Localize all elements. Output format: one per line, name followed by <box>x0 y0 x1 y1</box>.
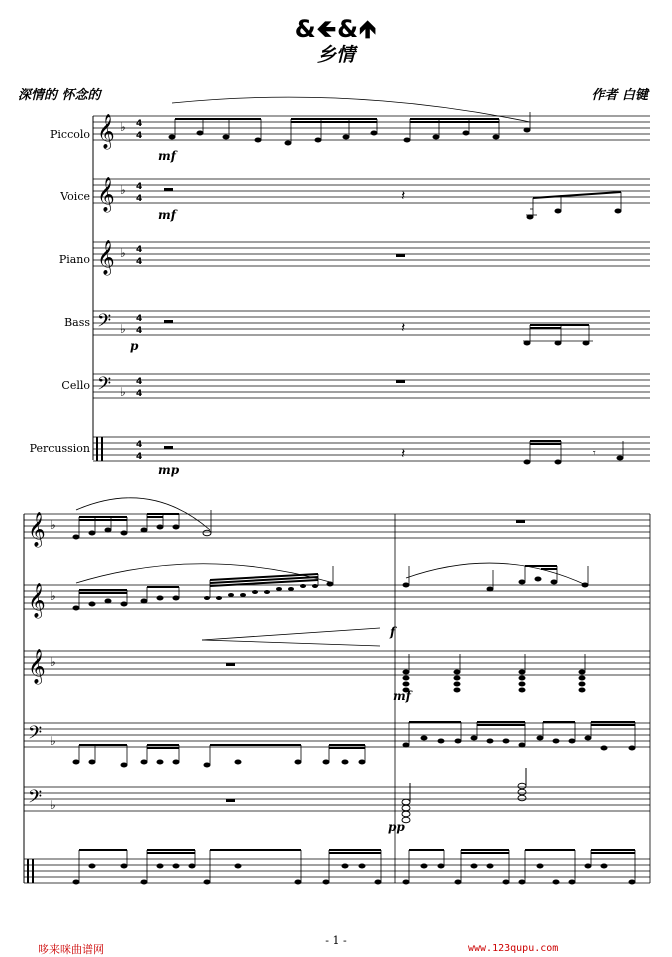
svg-text:♭: ♭ <box>120 322 126 336</box>
svg-text:4: 4 <box>136 377 143 387</box>
dynamic-bass: p <box>130 339 139 353</box>
svg-text:♭: ♭ <box>50 589 56 603</box>
svg-text:4: 4 <box>136 131 143 141</box>
svg-text:4: 4 <box>136 326 143 336</box>
dynamic-piano-sys2: mf <box>393 689 411 703</box>
dynamic-piccolo: mf <box>158 149 176 163</box>
svg-text:♭: ♭ <box>120 120 126 134</box>
svg-text:4: 4 <box>136 452 143 462</box>
svg-text:𝄞: 𝄞 <box>28 583 46 618</box>
expression-marking: 深情的 怀念的 <box>18 88 101 103</box>
svg-text:𝄢: 𝄢 <box>97 311 112 336</box>
svg-text:♭: ♭ <box>50 518 56 532</box>
svg-text:4: 4 <box>136 119 143 129</box>
svg-text:♭: ♭ <box>120 385 126 399</box>
instrument-label-cello: Cello <box>61 379 90 392</box>
clefs-system-1 <box>97 114 142 462</box>
dynamic-cello-sys2: pp <box>388 820 405 834</box>
notes-percussion-sys2 <box>73 850 636 885</box>
rest-cello-sys1 <box>396 380 405 383</box>
notes-piccolo-sys2 <box>73 498 526 540</box>
svg-text:𝄽: 𝄽 <box>401 446 406 462</box>
svg-text:♭: ♭ <box>120 246 126 260</box>
svg-text:♭: ♭ <box>50 734 56 748</box>
svg-text:𝄞: 𝄞 <box>97 240 115 275</box>
svg-text:4: 4 <box>136 194 143 204</box>
clefs-system-2 <box>28 512 56 812</box>
dynamic-voice: mf <box>158 208 176 222</box>
rest-piano-sys1 <box>396 254 405 257</box>
notes-piccolo-sys1 <box>158 97 531 163</box>
notes-cello-sys2 <box>226 768 526 834</box>
svg-text:𝄢: 𝄢 <box>97 374 112 399</box>
svg-text:4: 4 <box>136 245 143 255</box>
svg-text:𝄽: 𝄽 <box>401 320 406 336</box>
notes-bass-sys1 <box>130 320 593 353</box>
svg-text:𝄾: 𝄾 <box>593 448 596 459</box>
notes-percussion-sys1 <box>158 441 624 477</box>
instrument-label-piccolo: Piccolo <box>49 128 90 141</box>
svg-text:𝄽: 𝄽 <box>401 188 406 204</box>
site-url[interactable]: www.123qupu.com <box>468 943 559 954</box>
staff-piano <box>93 242 650 266</box>
svg-text:𝄢: 𝄢 <box>28 723 43 748</box>
instrument-label-bass: Bass <box>64 316 90 329</box>
notes-voice-sys2 <box>73 563 589 646</box>
staff-voice <box>93 179 650 203</box>
instrument-label-percussion: Percussion <box>29 442 90 455</box>
svg-text:4: 4 <box>136 440 143 450</box>
dynamic-percussion: mp <box>158 463 180 477</box>
svg-text:𝄢: 𝄢 <box>28 787 43 812</box>
svg-text:♭: ♭ <box>50 798 56 812</box>
svg-text:4: 4 <box>136 314 143 324</box>
instrument-label-voice: Voice <box>60 190 90 203</box>
instrument-label-piano: Piano <box>58 253 90 266</box>
svg-text:♭: ♭ <box>120 183 126 197</box>
notes-piano-sys2 <box>226 654 586 703</box>
staff-cello <box>93 374 650 398</box>
svg-text:♭: ♭ <box>50 655 56 669</box>
svg-text:𝄞: 𝄞 <box>97 177 115 212</box>
svg-text:4: 4 <box>136 182 143 192</box>
notes-voice-sys1 <box>158 188 622 222</box>
svg-text:𝄞: 𝄞 <box>28 512 46 547</box>
title-symbols: &🡸&🡹 <box>294 15 378 43</box>
page-number: - 1 - <box>325 934 347 947</box>
svg-text:𝄞: 𝄞 <box>28 649 46 684</box>
page-title: 乡情 <box>316 44 355 66</box>
staff-bass <box>93 311 650 335</box>
composer-credit: 作者 白键 <box>591 88 648 103</box>
system-1 <box>93 116 650 461</box>
svg-text:4: 4 <box>136 389 143 399</box>
svg-text:4: 4 <box>136 257 143 267</box>
dynamic-voice-sys2: f <box>390 625 396 639</box>
site-name: 哆来咪曲谱网 <box>38 943 104 956</box>
svg-text:𝄞: 𝄞 <box>97 114 115 149</box>
staff-percussion <box>93 437 650 461</box>
